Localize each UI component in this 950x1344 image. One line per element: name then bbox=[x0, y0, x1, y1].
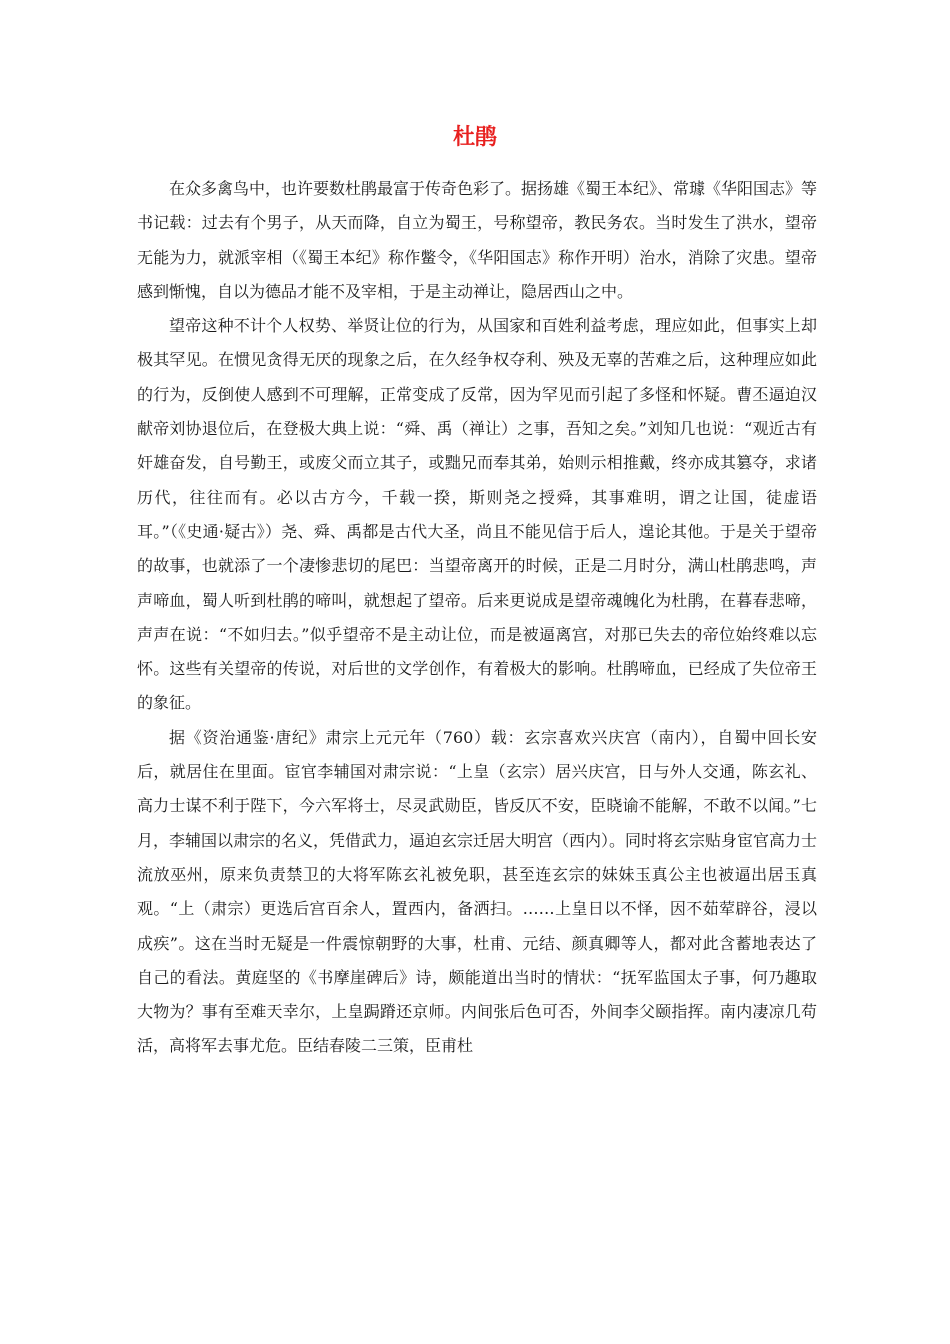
document-body bbox=[137, 172, 817, 1064]
paragraph-3: 据《资治通鉴·唐纪》肃宗上元元年（760）载：玄宗喜欢兴庆宫（南内），自蜀中回长安后，就居住在里面。宦官李辅国对肃宗说：“上皇（玄宗）居兴庆宫，日与外人交通，陈玄礼、高力士谋不利于陛下，今六军将士，尽灵武勋臣，皆反仄不安，臣晓谕不能解，不敢不以闻。”七月，李辅国以肃宗的名义，凭借武力，逼迫玄宗迁居大明宫（西内）。同时将玄宗贴身宦官高力士流放巫州，原来负责禁卫的大将军陈玄礼被免职，甚至连玄宗的妹妹玉真公主也被逼出居玉真观。“上（肃宗）更选后宫百余人，置西内，备洒扫。……上皇日以不怿，因不茹荤辟谷，浸以成疾”。这在当时无疑是一件震惊朝野的大事，杜甫、元结、颜真卿等人，都对此含蓄地表达了自己的看法。黄庭坚的《书摩崖碑后》诗，颇能道出当时的情状：“抚军监国太子事，何乃趣取大物为？事有至难天幸尔，上皇跼蹐还京师。内间张后色可否，外间李父颐指挥。南内凄凉几苟活，高将军去事尤危。臣结春陵二三策，臣甫杜 bbox=[137, 727, 818, 1056]
paragraph-2: 望帝这种不计个人权势、举贤让位的行为，从国家和百姓利益考虑，理应如此，但事实上却极其罕见。在惯见贪得无厌的现象之后，在久经争权夺利、殃及无辜的苦难之后，这种理应如此的行为，反倒使人感到不可理解，正常变成了反常，因为罕见而引起了多怪和怀疑。曹丕逼迫汉献帝刘协退位后，在登极大典上说：“舜、禹（禅让）之事，吾知之矣。”刘知几也说：“观近古有奸雄奋发，自号勤王，或废父而立其子，或黜兄而奉其弟，始则示相推戴，终亦成其篡夺，求诸历代，往往而有。必以古方今，千载一揆，斯则尧之授舜，其事难明，谓之让国，徒虚语耳。”（《史通·疑古》）尧、舜、禹都是古代大圣，尚且不能见信于后人，遑论其他。于是关于望帝的故事，也就添了一个凄惨悲切的尾巴：当望帝离开的时候，正是二月时分，满山杜鹃悲鸣，声声啼血，蜀人听到杜鹃的啼叫，就想起了望帝。后来更说成是望帝魂魄化为杜鹃，在暮春悲啼，声声在说：“不如归去。”似乎望帝不是主动让位，而是被逼离宫，对那已失去的帝位始终难以忘怀。这些有关望帝的传说，对后世的文学创作，有着极大的影响。杜鹃啼血，已经成了失位帝王的象征。 bbox=[137, 316, 817, 713]
document-title: 杜鹃 bbox=[452, 124, 497, 150]
paragraph-1: 在众多禽鸟中，也许要数杜鹃最富于传奇色彩了。据扬雄《蜀王本纪》、常璩《华阳国志》等书记载：过去有个男子，从天而降，自立为蜀王，号称望帝，教民务农。当时发生了洪水，望帝无能为力，就派宰相（《蜀王本纪》称作鳖令，《华阳国志》称作开明）治水，消除了灾患。望帝感到惭愧，自以为德品才能不及宰相，于是主动禅让，隐居西山之中。 bbox=[137, 179, 818, 301]
